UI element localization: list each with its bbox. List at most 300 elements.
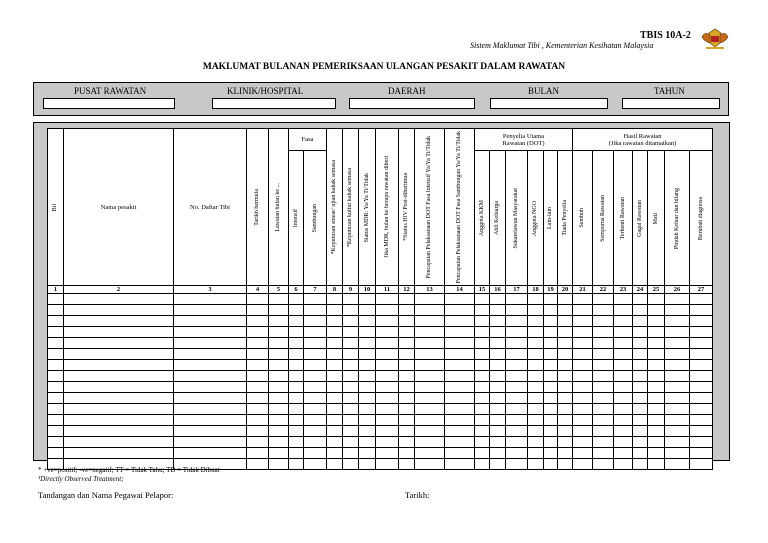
table-cell[interactable] xyxy=(48,349,64,360)
table-cell[interactable] xyxy=(475,415,490,426)
table-cell[interactable] xyxy=(174,294,247,305)
table-cell[interactable] xyxy=(359,327,376,338)
table-cell[interactable] xyxy=(544,338,558,349)
table-cell[interactable] xyxy=(665,360,690,371)
table-cell[interactable] xyxy=(304,393,327,404)
table-cell[interactable] xyxy=(289,459,304,470)
table-cell[interactable] xyxy=(247,459,269,470)
table-cell[interactable] xyxy=(376,426,399,437)
table-cell[interactable] xyxy=(445,327,475,338)
table-cell[interactable] xyxy=(327,371,343,382)
table-cell[interactable] xyxy=(247,437,269,448)
table-cell[interactable] xyxy=(593,327,614,338)
table-cell[interactable] xyxy=(633,459,648,470)
table-cell[interactable] xyxy=(415,294,445,305)
table-cell[interactable] xyxy=(327,415,343,426)
table-cell[interactable] xyxy=(304,426,327,437)
table-cell[interactable] xyxy=(415,360,445,371)
table-cell[interactable] xyxy=(343,294,359,305)
table-cell[interactable] xyxy=(648,459,665,470)
table-cell[interactable] xyxy=(490,437,506,448)
table-cell[interactable] xyxy=(648,415,665,426)
table-cell[interactable] xyxy=(64,448,174,459)
table-cell[interactable] xyxy=(490,327,506,338)
table-cell[interactable] xyxy=(289,327,304,338)
table-cell[interactable] xyxy=(648,327,665,338)
table-cell[interactable] xyxy=(614,459,633,470)
table-cell[interactable] xyxy=(506,382,528,393)
table-cell[interactable] xyxy=(633,305,648,316)
table-cell[interactable] xyxy=(289,415,304,426)
table-cell[interactable] xyxy=(399,459,415,470)
table-cell[interactable] xyxy=(343,415,359,426)
table-cell[interactable] xyxy=(415,393,445,404)
table-cell[interactable] xyxy=(528,294,544,305)
table-cell[interactable] xyxy=(573,360,593,371)
table-cell[interactable] xyxy=(445,437,475,448)
table-cell[interactable] xyxy=(490,338,506,349)
table-cell[interactable] xyxy=(343,360,359,371)
table-cell[interactable] xyxy=(614,360,633,371)
table-cell[interactable] xyxy=(289,371,304,382)
table-cell[interactable] xyxy=(528,360,544,371)
table-cell[interactable] xyxy=(445,448,475,459)
table-cell[interactable] xyxy=(633,294,648,305)
table-cell[interactable] xyxy=(415,426,445,437)
table-cell[interactable] xyxy=(343,426,359,437)
table-cell[interactable] xyxy=(247,360,269,371)
table-cell[interactable] xyxy=(648,404,665,415)
table-cell[interactable] xyxy=(64,305,174,316)
table-cell[interactable] xyxy=(269,294,289,305)
table-cell[interactable] xyxy=(64,371,174,382)
table-cell[interactable] xyxy=(648,448,665,459)
table-cell[interactable] xyxy=(528,316,544,327)
table-cell[interactable] xyxy=(475,437,490,448)
table-cell[interactable] xyxy=(544,327,558,338)
table-cell[interactable] xyxy=(690,338,713,349)
table-cell[interactable] xyxy=(506,338,528,349)
table-cell[interactable] xyxy=(490,426,506,437)
table-cell[interactable] xyxy=(648,437,665,448)
table-cell[interactable] xyxy=(399,448,415,459)
table-cell[interactable] xyxy=(544,360,558,371)
table-cell[interactable] xyxy=(399,382,415,393)
table-cell[interactable] xyxy=(690,382,713,393)
table-cell[interactable] xyxy=(573,327,593,338)
table-cell[interactable] xyxy=(174,349,247,360)
table-cell[interactable] xyxy=(399,349,415,360)
table-cell[interactable] xyxy=(573,437,593,448)
table-cell[interactable] xyxy=(247,393,269,404)
table-cell[interactable] xyxy=(269,371,289,382)
table-cell[interactable] xyxy=(48,294,64,305)
table-cell[interactable] xyxy=(359,393,376,404)
table-cell[interactable] xyxy=(343,305,359,316)
table-cell[interactable] xyxy=(327,316,343,327)
table-cell[interactable] xyxy=(593,316,614,327)
table-cell[interactable] xyxy=(593,404,614,415)
field-klinik-hospital[interactable] xyxy=(212,98,336,109)
table-cell[interactable] xyxy=(445,305,475,316)
table-cell[interactable] xyxy=(648,349,665,360)
table-cell[interactable] xyxy=(64,360,174,371)
table-cell[interactable] xyxy=(506,415,528,426)
table-cell[interactable] xyxy=(289,338,304,349)
table-cell[interactable] xyxy=(614,294,633,305)
table-cell[interactable] xyxy=(633,349,648,360)
table-cell[interactable] xyxy=(289,448,304,459)
table-cell[interactable] xyxy=(415,459,445,470)
table-cell[interactable] xyxy=(327,349,343,360)
table-cell[interactable] xyxy=(343,459,359,470)
table-cell[interactable] xyxy=(359,404,376,415)
table-cell[interactable] xyxy=(343,393,359,404)
table-cell[interactable] xyxy=(174,305,247,316)
table-cell[interactable] xyxy=(304,338,327,349)
table-cell[interactable] xyxy=(690,305,713,316)
table-cell[interactable] xyxy=(528,415,544,426)
table-cell[interactable] xyxy=(343,327,359,338)
table-cell[interactable] xyxy=(665,349,690,360)
table-cell[interactable] xyxy=(304,294,327,305)
table-cell[interactable] xyxy=(289,360,304,371)
table-cell[interactable] xyxy=(665,393,690,404)
table-cell[interactable] xyxy=(376,437,399,448)
table-cell[interactable] xyxy=(665,382,690,393)
table-cell[interactable] xyxy=(490,371,506,382)
table-cell[interactable] xyxy=(475,327,490,338)
table-cell[interactable] xyxy=(475,360,490,371)
table-cell[interactable] xyxy=(247,316,269,327)
table-cell[interactable] xyxy=(475,338,490,349)
table-cell[interactable] xyxy=(475,426,490,437)
table-cell[interactable] xyxy=(415,437,445,448)
table-cell[interactable] xyxy=(614,393,633,404)
table-cell[interactable] xyxy=(558,371,573,382)
table-cell[interactable] xyxy=(359,382,376,393)
table-cell[interactable] xyxy=(399,404,415,415)
table-cell[interactable] xyxy=(174,448,247,459)
table-cell[interactable] xyxy=(558,305,573,316)
table-cell[interactable] xyxy=(558,382,573,393)
table-cell[interactable] xyxy=(490,305,506,316)
table-cell[interactable] xyxy=(573,426,593,437)
table-cell[interactable] xyxy=(690,349,713,360)
table-cell[interactable] xyxy=(475,294,490,305)
table-cell[interactable] xyxy=(544,382,558,393)
table-cell[interactable] xyxy=(475,305,490,316)
table-cell[interactable] xyxy=(544,371,558,382)
table-cell[interactable] xyxy=(376,305,399,316)
table-cell[interactable] xyxy=(269,426,289,437)
table-cell[interactable] xyxy=(528,371,544,382)
table-cell[interactable] xyxy=(64,316,174,327)
table-cell[interactable] xyxy=(528,404,544,415)
table-cell[interactable] xyxy=(304,316,327,327)
table-cell[interactable] xyxy=(475,349,490,360)
table-cell[interactable] xyxy=(399,316,415,327)
table-cell[interactable] xyxy=(633,448,648,459)
table-cell[interactable] xyxy=(247,305,269,316)
table-cell[interactable] xyxy=(648,338,665,349)
table-cell[interactable] xyxy=(690,371,713,382)
table-cell[interactable] xyxy=(690,437,713,448)
table-cell[interactable] xyxy=(289,316,304,327)
table-cell[interactable] xyxy=(506,305,528,316)
table-cell[interactable] xyxy=(48,382,64,393)
table-cell[interactable] xyxy=(506,437,528,448)
table-cell[interactable] xyxy=(528,382,544,393)
table-cell[interactable] xyxy=(48,415,64,426)
table-cell[interactable] xyxy=(614,426,633,437)
table-cell[interactable] xyxy=(304,437,327,448)
table-cell[interactable] xyxy=(327,393,343,404)
table-cell[interactable] xyxy=(327,360,343,371)
table-cell[interactable] xyxy=(506,327,528,338)
table-cell[interactable] xyxy=(304,327,327,338)
table-cell[interactable] xyxy=(269,349,289,360)
table-cell[interactable] xyxy=(359,426,376,437)
table-cell[interactable] xyxy=(690,294,713,305)
table-cell[interactable] xyxy=(558,349,573,360)
table-cell[interactable] xyxy=(490,393,506,404)
table-cell[interactable] xyxy=(304,459,327,470)
table-cell[interactable] xyxy=(376,448,399,459)
table-cell[interactable] xyxy=(528,459,544,470)
table-cell[interactable] xyxy=(506,316,528,327)
table-cell[interactable] xyxy=(48,338,64,349)
table-cell[interactable] xyxy=(633,338,648,349)
table-cell[interactable] xyxy=(475,393,490,404)
table-cell[interactable] xyxy=(304,360,327,371)
table-cell[interactable] xyxy=(247,338,269,349)
table-cell[interactable] xyxy=(558,415,573,426)
table-cell[interactable] xyxy=(528,327,544,338)
table-cell[interactable] xyxy=(573,448,593,459)
field-tahun[interactable] xyxy=(622,98,720,109)
table-cell[interactable] xyxy=(593,426,614,437)
table-cell[interactable] xyxy=(343,316,359,327)
table-cell[interactable] xyxy=(593,338,614,349)
table-cell[interactable] xyxy=(506,371,528,382)
table-cell[interactable] xyxy=(359,338,376,349)
table-cell[interactable] xyxy=(399,437,415,448)
table-cell[interactable] xyxy=(269,437,289,448)
table-cell[interactable] xyxy=(593,294,614,305)
table-cell[interactable] xyxy=(359,415,376,426)
table-cell[interactable] xyxy=(573,349,593,360)
table-cell[interactable] xyxy=(614,448,633,459)
table-cell[interactable] xyxy=(247,349,269,360)
table-cell[interactable] xyxy=(415,382,445,393)
table-cell[interactable] xyxy=(490,349,506,360)
table-cell[interactable] xyxy=(648,382,665,393)
table-cell[interactable] xyxy=(64,327,174,338)
table-cell[interactable] xyxy=(558,338,573,349)
table-cell[interactable] xyxy=(269,393,289,404)
table-cell[interactable] xyxy=(376,294,399,305)
table-cell[interactable] xyxy=(614,371,633,382)
table-cell[interactable] xyxy=(269,305,289,316)
table-cell[interactable] xyxy=(327,294,343,305)
table-cell[interactable] xyxy=(327,448,343,459)
table-cell[interactable] xyxy=(247,294,269,305)
table-cell[interactable] xyxy=(399,327,415,338)
table-cell[interactable] xyxy=(48,327,64,338)
table-cell[interactable] xyxy=(359,448,376,459)
table-cell[interactable] xyxy=(614,327,633,338)
table-cell[interactable] xyxy=(304,371,327,382)
table-cell[interactable] xyxy=(648,360,665,371)
table-cell[interactable] xyxy=(558,316,573,327)
table-cell[interactable] xyxy=(48,305,64,316)
table-cell[interactable] xyxy=(304,382,327,393)
table-cell[interactable] xyxy=(633,404,648,415)
table-cell[interactable] xyxy=(665,305,690,316)
table-cell[interactable] xyxy=(64,294,174,305)
table-cell[interactable] xyxy=(359,459,376,470)
table-cell[interactable] xyxy=(399,360,415,371)
table-cell[interactable] xyxy=(304,415,327,426)
table-cell[interactable] xyxy=(376,316,399,327)
table-cell[interactable] xyxy=(445,382,475,393)
table-cell[interactable] xyxy=(558,459,573,470)
table-cell[interactable] xyxy=(304,349,327,360)
table-cell[interactable] xyxy=(506,294,528,305)
table-cell[interactable] xyxy=(445,371,475,382)
table-cell[interactable] xyxy=(544,415,558,426)
table-cell[interactable] xyxy=(544,437,558,448)
table-cell[interactable] xyxy=(343,404,359,415)
table-cell[interactable] xyxy=(445,404,475,415)
table-cell[interactable] xyxy=(665,404,690,415)
table-cell[interactable] xyxy=(665,448,690,459)
table-cell[interactable] xyxy=(415,404,445,415)
table-cell[interactable] xyxy=(648,393,665,404)
table-cell[interactable] xyxy=(528,305,544,316)
table-cell[interactable] xyxy=(64,426,174,437)
table-cell[interactable] xyxy=(593,371,614,382)
field-daerah[interactable] xyxy=(349,98,475,109)
table-cell[interactable] xyxy=(558,448,573,459)
table-cell[interactable] xyxy=(48,437,64,448)
table-cell[interactable] xyxy=(445,393,475,404)
table-cell[interactable] xyxy=(573,338,593,349)
table-cell[interactable] xyxy=(269,316,289,327)
table-cell[interactable] xyxy=(64,404,174,415)
table-cell[interactable] xyxy=(399,371,415,382)
table-cell[interactable] xyxy=(247,404,269,415)
table-cell[interactable] xyxy=(247,426,269,437)
table-cell[interactable] xyxy=(544,448,558,459)
table-cell[interactable] xyxy=(376,371,399,382)
table-cell[interactable] xyxy=(490,294,506,305)
table-cell[interactable] xyxy=(327,338,343,349)
table-cell[interactable] xyxy=(359,316,376,327)
table-cell[interactable] xyxy=(359,360,376,371)
table-cell[interactable] xyxy=(690,426,713,437)
table-cell[interactable] xyxy=(506,349,528,360)
table-cell[interactable] xyxy=(490,382,506,393)
table-cell[interactable] xyxy=(376,404,399,415)
table-cell[interactable] xyxy=(247,327,269,338)
table-cell[interactable] xyxy=(359,349,376,360)
table-cell[interactable] xyxy=(690,393,713,404)
table-cell[interactable] xyxy=(490,360,506,371)
table-cell[interactable] xyxy=(633,437,648,448)
table-cell[interactable] xyxy=(376,459,399,470)
table-cell[interactable] xyxy=(327,459,343,470)
table-cell[interactable] xyxy=(665,327,690,338)
table-cell[interactable] xyxy=(399,338,415,349)
table-cell[interactable] xyxy=(614,415,633,426)
table-cell[interactable] xyxy=(665,294,690,305)
table-cell[interactable] xyxy=(475,459,490,470)
table-cell[interactable] xyxy=(174,360,247,371)
table-cell[interactable] xyxy=(573,294,593,305)
table-cell[interactable] xyxy=(614,316,633,327)
table-cell[interactable] xyxy=(376,382,399,393)
table-cell[interactable] xyxy=(573,316,593,327)
table-cell[interactable] xyxy=(174,426,247,437)
table-cell[interactable] xyxy=(445,426,475,437)
table-cell[interactable] xyxy=(665,415,690,426)
table-cell[interactable] xyxy=(633,360,648,371)
table-cell[interactable] xyxy=(289,404,304,415)
table-cell[interactable] xyxy=(633,426,648,437)
table-cell[interactable] xyxy=(247,415,269,426)
table-cell[interactable] xyxy=(269,404,289,415)
table-cell[interactable] xyxy=(690,415,713,426)
table-cell[interactable] xyxy=(343,437,359,448)
table-cell[interactable] xyxy=(490,316,506,327)
table-cell[interactable] xyxy=(593,437,614,448)
table-cell[interactable] xyxy=(48,426,64,437)
table-cell[interactable] xyxy=(558,437,573,448)
table-cell[interactable] xyxy=(399,305,415,316)
table-cell[interactable] xyxy=(573,305,593,316)
table-cell[interactable] xyxy=(269,448,289,459)
table-cell[interactable] xyxy=(289,294,304,305)
table-cell[interactable] xyxy=(399,426,415,437)
table-cell[interactable] xyxy=(376,338,399,349)
table-cell[interactable] xyxy=(506,448,528,459)
table-cell[interactable] xyxy=(289,426,304,437)
table-cell[interactable] xyxy=(174,382,247,393)
table-cell[interactable] xyxy=(415,316,445,327)
table-cell[interactable] xyxy=(304,448,327,459)
table-cell[interactable] xyxy=(48,371,64,382)
table-cell[interactable] xyxy=(327,404,343,415)
table-cell[interactable] xyxy=(399,393,415,404)
table-cell[interactable] xyxy=(544,393,558,404)
table-cell[interactable] xyxy=(475,371,490,382)
table-cell[interactable] xyxy=(593,382,614,393)
table-cell[interactable] xyxy=(399,415,415,426)
table-cell[interactable] xyxy=(490,448,506,459)
table-cell[interactable] xyxy=(343,382,359,393)
table-cell[interactable] xyxy=(304,305,327,316)
table-cell[interactable] xyxy=(376,415,399,426)
table-cell[interactable] xyxy=(174,316,247,327)
table-cell[interactable] xyxy=(558,294,573,305)
table-cell[interactable] xyxy=(64,415,174,426)
table-cell[interactable] xyxy=(490,415,506,426)
table-cell[interactable] xyxy=(174,327,247,338)
table-cell[interactable] xyxy=(359,305,376,316)
table-cell[interactable] xyxy=(528,437,544,448)
